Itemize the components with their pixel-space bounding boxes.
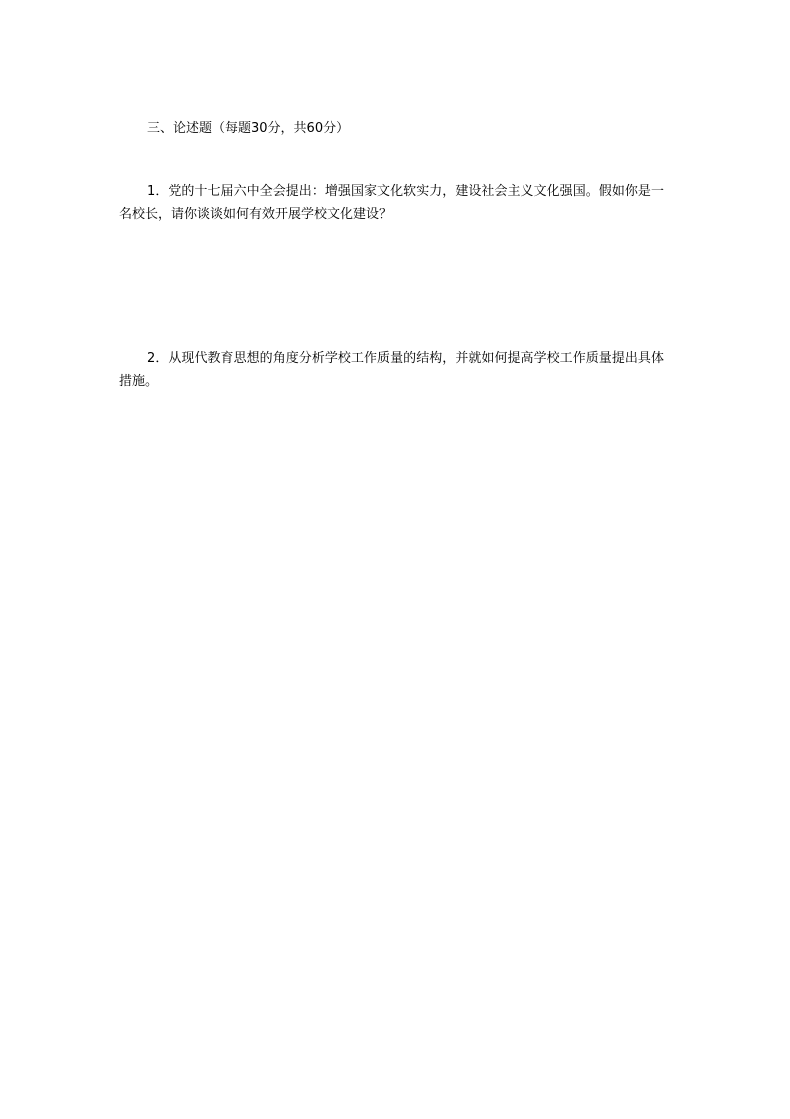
question-2 xyxy=(119,347,664,393)
question-1 xyxy=(119,180,664,226)
section-heading: 三、论述题（每题30分，共60分） xyxy=(147,121,350,136)
question-text: 党的十七届六中全会提出：增强国家文化软实力，建设社会主义文化强国。假如你是一名校长，请你谈谈如何有效开展学校文化建设？ xyxy=(119,184,664,222)
question-number: 1． xyxy=(147,184,169,199)
question-number: 2． xyxy=(147,351,169,366)
question-text: 从现代教育思想的角度分析学校工作质量的结构，并就如何提高学校工作质量提出具体措施。 xyxy=(119,351,664,389)
